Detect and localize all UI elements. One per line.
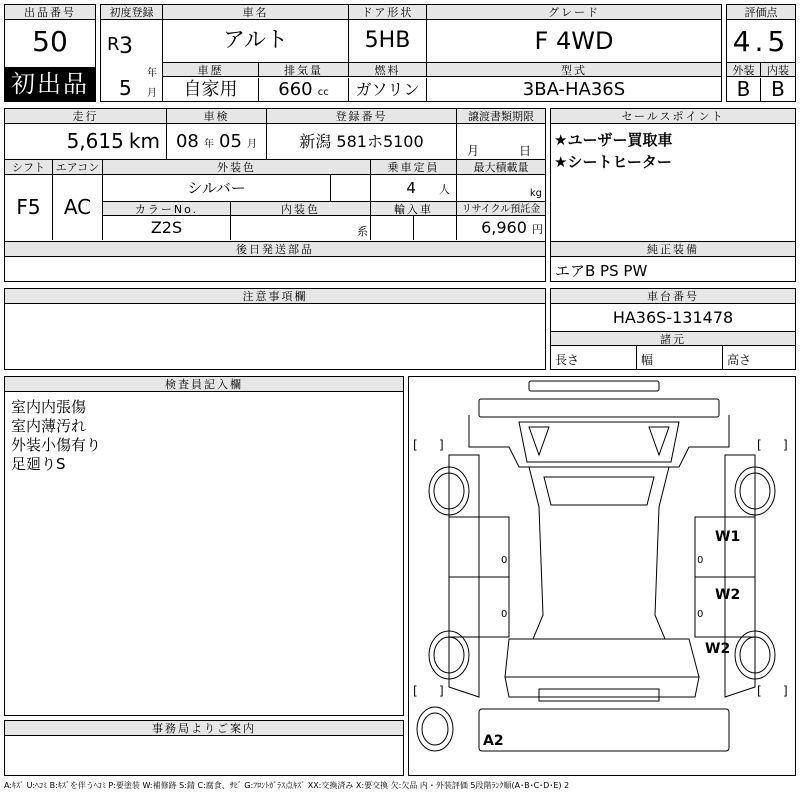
displacement-value: 660: [278, 79, 313, 100]
height-cell: [723, 346, 795, 369]
damage-mark-a2: A2: [483, 733, 504, 749]
bracket-left-top-close: ]: [439, 438, 444, 452]
int-score: B: [771, 77, 785, 101]
sunroof-area: [544, 477, 654, 505]
roof: [529, 467, 669, 639]
car-diagram: [409, 377, 795, 775]
plate-header: 登録番号: [267, 109, 457, 124]
chassis-header: 車台番号: [551, 289, 795, 304]
transfer-month-unit: 月: [467, 144, 480, 158]
aircon-value: AC: [53, 175, 103, 240]
spec-box: [4, 160, 546, 242]
model-value: 3BA-HA36S: [522, 79, 626, 100]
capacity-value: 4: [406, 179, 416, 197]
grade-value: F 4WD: [534, 27, 614, 55]
equipment-box: [550, 242, 796, 282]
inspector-header: 検査員記入欄: [5, 377, 403, 392]
capacity-header: 乗車定員: [371, 160, 457, 175]
zero-right-upper: 0: [697, 555, 704, 566]
int-color-header: 内装色: [231, 201, 371, 216]
front-bumper-top: [529, 381, 659, 391]
windshield: [519, 422, 679, 462]
car-name-header: 車名: [163, 5, 349, 20]
zero-left-lower: 0: [501, 609, 508, 620]
first-reg-month-unit: 月: [147, 88, 157, 99]
inspection-year: 08: [175, 131, 199, 152]
recycle-value: 6,960: [481, 218, 527, 237]
first-reg-era: R: [107, 34, 120, 55]
spec-header: 諸元: [551, 331, 795, 346]
inspector-line-2: 室内薄汚れ: [11, 417, 87, 435]
damage-mark-w2-upper: W2: [715, 587, 741, 603]
wiper-right: [649, 427, 669, 455]
import-right: [414, 216, 457, 240]
first-reg-year: 3: [119, 34, 133, 59]
notes-header: 注意事項欄: [5, 289, 545, 304]
office-header: 事務局よりご案内: [5, 721, 403, 736]
inspector-line-4: 足廻りS: [11, 455, 66, 473]
lot-header: 出品番号: [5, 5, 95, 20]
load-cell: [457, 175, 545, 201]
recycle-header: リサイクル預託金: [457, 201, 545, 216]
displacement-unit: cc: [317, 87, 329, 98]
inspector-line-1: 室内内張傷: [11, 398, 87, 416]
first-listing-badge: 初出品: [5, 67, 95, 101]
load-unit: kg: [529, 188, 542, 199]
office-box: [4, 720, 404, 776]
inspection-month-unit: 月: [247, 139, 258, 150]
capacity-cell: [371, 175, 457, 201]
sales-point-1: ★ユーザー買取車: [554, 131, 673, 149]
bracket-left-bottom-close: ]: [439, 684, 444, 698]
transfer-day-unit: 日: [519, 144, 532, 158]
width-cell: [637, 346, 723, 369]
recycle-unit: 円: [532, 223, 543, 236]
sales-points-box: [550, 108, 796, 242]
recycle-cell: [457, 216, 545, 240]
damage-mark-w1: W1: [715, 529, 741, 545]
rear-license: [539, 689, 659, 701]
displacement-header: 排気量: [259, 62, 349, 77]
damage-mark-w2-lower: W2: [705, 641, 731, 657]
car-name: アルト: [163, 20, 349, 62]
later-parts-box: [4, 242, 546, 282]
damage-legend: A:ｷｽﾞ U:ﾍｺﾐ B:ｷｽﾞを伴うﾍｺﾐ P:要塗装 W:補修跡 S:錆 C:腐食、ｻﾋﾞ G:ﾌﾛﾝﾄｶﾞﾗｽ点ｷｽﾞ XX:交換済み X:要交換 欠:欠品 内・外装評価 5段階ﾗﾝｸ順(A･B･C･D･E) 2: [4, 781, 570, 790]
lot-box: [4, 4, 96, 102]
wiper-left: [529, 427, 549, 455]
rear-window: [505, 639, 699, 677]
hood-outline: [469, 415, 729, 467]
door-type: 5HB: [349, 20, 427, 62]
width-label: 幅: [641, 353, 654, 367]
mileage-header: 走行: [5, 109, 167, 124]
bracket-right-top: [: [757, 438, 762, 452]
spare-wheel-inner: [422, 713, 448, 745]
fuel-header: 燃料: [349, 62, 427, 77]
grade-header: グレード: [427, 5, 721, 20]
first-reg-year-unit: 年: [147, 68, 157, 79]
history-header: 車歴: [163, 62, 259, 77]
ext-color-spacer: [331, 175, 371, 201]
front-bumper: [479, 399, 719, 417]
bracket-right-bottom-close: ]: [783, 684, 788, 698]
aircon-header: エアコン: [53, 160, 103, 175]
color-no-value: Z2S: [103, 216, 231, 240]
inspection-year-unit: 年: [203, 139, 214, 150]
first-reg-year-cell: [101, 20, 163, 79]
vehicle-info-box: [100, 4, 722, 102]
transfer-cell: [457, 124, 545, 159]
equipment-header: 純正装備: [551, 242, 795, 257]
bracket-left-bottom: [: [413, 684, 418, 698]
int-color-cell: [231, 216, 371, 240]
bracket-right-top-close: ]: [783, 438, 788, 452]
length-cell: [551, 346, 637, 369]
notes-box: [4, 288, 546, 370]
int-color-unit: 系: [357, 225, 368, 238]
first-reg-month-cell: [101, 62, 163, 101]
bracket-left-top: [: [413, 438, 418, 452]
rear-bumper: [479, 709, 729, 751]
first-reg-header: 初度登録: [101, 5, 163, 20]
inspection-header: 車検: [167, 109, 267, 124]
sales-points-header: セールスポイント: [551, 109, 795, 124]
shift-value: F5: [5, 175, 53, 240]
later-parts-header: 後日発送部品: [5, 242, 545, 257]
model-header: 型式: [427, 62, 721, 77]
ext-score-header: 外装: [727, 62, 761, 77]
shift-header: シフト: [5, 160, 53, 175]
ext-score: B: [727, 78, 761, 101]
zero-left-upper: 0: [501, 555, 508, 566]
color-no-header: カラーNo.: [103, 201, 231, 216]
history-value: 自家用: [163, 78, 259, 101]
transfer-header: 譲渡書類期限: [457, 109, 545, 124]
mileage-cell: [5, 124, 167, 159]
score-value: 4.5: [732, 25, 790, 58]
plate-value: 新潟 581ホ5100: [267, 124, 457, 159]
int-score-header: 内装: [761, 62, 795, 77]
bracket-right-bottom: [: [757, 684, 762, 698]
chassis-number: HA36S-131478: [612, 308, 734, 327]
fuel-value: ガソリン: [349, 78, 427, 101]
tailgate: [505, 677, 699, 697]
zero-right-lower: 0: [697, 609, 704, 620]
sales-point-2: ★シートヒーター: [554, 153, 672, 171]
inspector-line-3: 外装小傷有り: [11, 436, 102, 454]
ext-color-header: 外装色: [103, 160, 371, 175]
equipment-value: エアB PS PW: [555, 262, 648, 280]
door-header: ドア形状: [349, 5, 427, 20]
car-diagram-box: [408, 376, 796, 776]
load-header: 最大積載量: [457, 160, 545, 175]
height-label: 高さ: [727, 353, 752, 367]
ext-color-value: シルバー: [103, 175, 331, 201]
inspection-cell: [167, 124, 267, 159]
capacity-unit: 人: [439, 183, 450, 196]
score-box: [726, 4, 796, 102]
inspector-box: [4, 376, 404, 716]
registration-box: [4, 108, 546, 160]
score-header: 評価点: [727, 5, 795, 20]
mileage-value: 5,615: [66, 129, 124, 153]
length-label: 長さ: [555, 353, 580, 367]
import-left: [371, 216, 414, 240]
lot-number: 50: [32, 25, 68, 58]
inspection-month: 05: [219, 131, 242, 152]
displacement-cell: [259, 78, 349, 101]
import-header: 輸入車: [371, 201, 457, 216]
first-reg-month: 5: [119, 76, 132, 100]
mileage-unit: km: [128, 129, 160, 153]
chassis-box: [550, 288, 796, 370]
